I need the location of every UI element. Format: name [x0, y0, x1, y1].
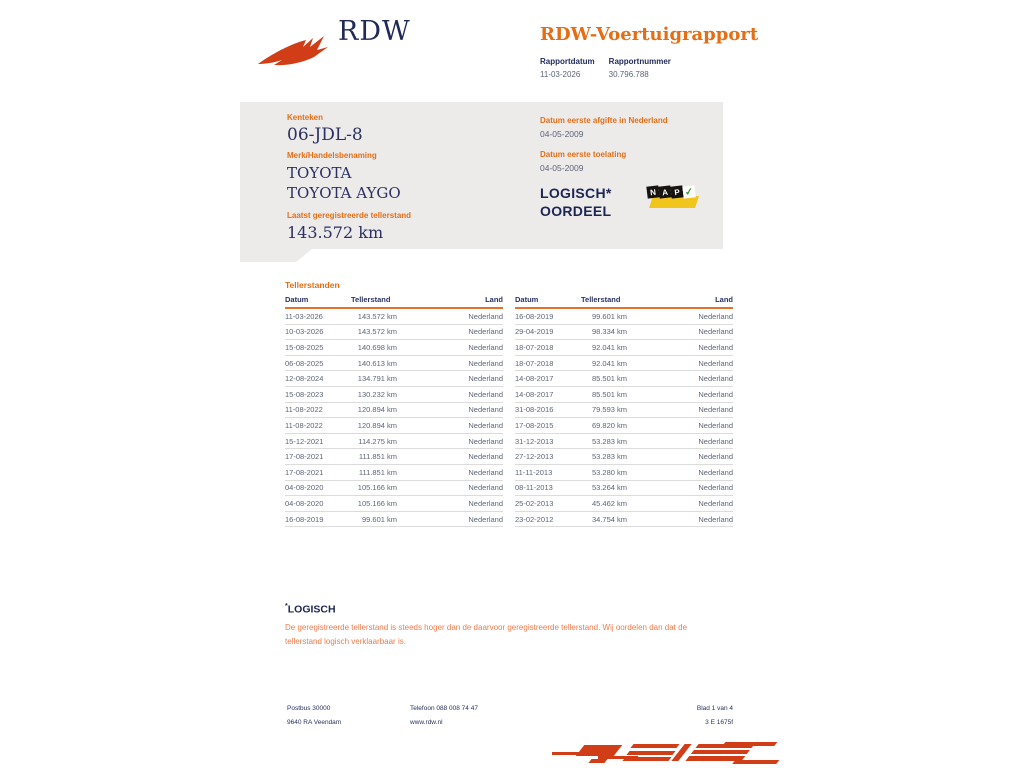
row-date: 25-02-2013 [515, 498, 554, 508]
report-date-block [540, 57, 595, 79]
table-header [285, 295, 503, 309]
row-odometer: 143.572 km [357, 311, 397, 321]
table-row [285, 387, 503, 403]
row-date: 11-08-2022 [285, 405, 323, 415]
row-odometer: 85.501 km [591, 374, 627, 384]
footer-phone: Telefoon 088 008 74 47 [410, 705, 478, 712]
footer-address-line1: Postbus 30000 [287, 705, 331, 712]
row-country: Nederland [698, 483, 733, 493]
row-country: Nederland [468, 358, 503, 368]
row-odometer: 85.501 km [591, 389, 627, 399]
table-row [515, 403, 733, 419]
footnote-title: *LOGISCH [285, 603, 336, 616]
table-row [515, 387, 733, 403]
row-country: Nederland [468, 389, 503, 399]
table-row [515, 512, 733, 528]
merk-value: TOYOTA TOYOTA AYGO [287, 164, 401, 202]
nap-check-icon: ✓ [684, 186, 694, 198]
row-country: Nederland [468, 467, 503, 477]
row-country: Nederland [468, 420, 503, 430]
row-odometer: 140.613 km [357, 358, 397, 368]
table-row [285, 418, 503, 434]
row-date: 14-08-2017 [515, 374, 554, 384]
row-country: Nederland [468, 311, 503, 321]
rdw-wing-logo-icon [256, 24, 336, 70]
row-odometer: 53.283 km [591, 436, 627, 446]
eerste-afgifte-value: 04-05-2009 [540, 129, 584, 139]
website-link[interactable]: www.rdw.nl [410, 719, 443, 726]
table-row [515, 481, 733, 497]
col-land: Land [715, 295, 733, 304]
report-number-label: Rapportnummer [608, 57, 671, 66]
row-date: 31-08-2016 [515, 405, 554, 415]
table-row [285, 512, 503, 528]
row-odometer: 114.275 km [358, 436, 397, 446]
row-country: Nederland [698, 498, 733, 508]
row-date: 11-11-2013 [515, 467, 553, 477]
row-country: Nederland [468, 405, 503, 415]
row-date: 16-08-2019 [285, 514, 324, 524]
table-header [515, 295, 733, 309]
row-odometer: 140.698 km [357, 342, 397, 352]
row-odometer: 53.283 km [591, 452, 627, 462]
table-row [515, 356, 733, 372]
kenteken-label: Kenteken [287, 113, 324, 122]
row-country: Nederland [698, 514, 733, 524]
row-date: 15-12-2021 [285, 436, 324, 446]
row-odometer: 69.820 km [591, 420, 627, 430]
footnote-text: De geregistreerde tellerstand is steeds hoger dan de daarvoor geregistreerde tellerstand. Wij oordelen dan dat de tellerstand logisch verklaarbaar is. [285, 622, 688, 646]
odometer-table-left [285, 295, 503, 527]
panel-tail-shape [240, 249, 312, 262]
nap-letter-p: P [670, 185, 683, 198]
row-date: 17-08-2015 [515, 420, 554, 430]
row-date: 23-02-2012 [515, 514, 554, 524]
nap-logo [647, 185, 701, 212]
nap-letter-n: N [646, 185, 659, 198]
row-odometer: 98.334 km [591, 327, 627, 337]
oordeel-text: LOGISCH* OORDEEL [540, 185, 612, 219]
table-row [285, 403, 503, 419]
footer-page-number: Blad 1 van 4 [696, 705, 733, 712]
table-row [515, 496, 733, 512]
footer-address-line2: 9640 RA Veendam [287, 719, 342, 726]
row-country: Nederland [698, 311, 733, 321]
row-odometer: 105.166 km [357, 483, 397, 493]
row-date: 17-08-2021 [285, 452, 324, 462]
col-datum: Datum [285, 295, 309, 304]
tellerstanden-section [285, 280, 733, 527]
row-date: 17-08-2021 [285, 467, 324, 477]
tellerstanden-title: Tellerstanden [285, 280, 340, 290]
row-date: 04-08-2020 [285, 483, 324, 493]
table-row [285, 434, 503, 450]
eerste-toelating-label: Datum eerste toelating [540, 150, 627, 159]
table-row [515, 325, 733, 341]
col-datum: Datum [515, 295, 539, 304]
row-country: Nederland [468, 498, 503, 508]
table-row [515, 371, 733, 387]
row-country: Nederland [698, 420, 733, 430]
row-country: Nederland [698, 374, 733, 384]
table-row [515, 309, 733, 325]
col-land: Land [485, 295, 503, 304]
row-date: 06-08-2025 [285, 358, 324, 368]
row-date: 18-07-2018 [515, 342, 554, 352]
footer-website [410, 716, 478, 730]
table-row [515, 340, 733, 356]
row-date: 10-03-2026 [285, 327, 324, 337]
row-odometer: 34.754 km [591, 514, 627, 524]
footer-page-info [600, 702, 733, 730]
row-odometer: 120.894 km [357, 405, 397, 415]
table-row [285, 309, 503, 325]
row-country: Nederland [698, 358, 733, 368]
row-country: Nederland [698, 342, 733, 352]
row-odometer: 92.041 km [591, 358, 627, 368]
row-country: Nederland [468, 452, 503, 462]
row-country: Nederland [698, 436, 733, 446]
tellerstand-value: 143.572 km [287, 223, 384, 242]
footer-contact [410, 702, 478, 730]
row-country: Nederland [698, 327, 733, 337]
table-row [285, 340, 503, 356]
row-date: 11-08-2022 [285, 420, 323, 430]
nap-letter-a: A [658, 185, 671, 198]
col-tellerstand: Tellerstand [351, 295, 391, 304]
row-odometer: 120.894 km [357, 420, 397, 430]
row-odometer: 92.041 km [591, 342, 627, 352]
row-country: Nederland [468, 374, 503, 384]
row-odometer: 99.601 km [361, 514, 397, 524]
row-odometer: 99.601 km [591, 311, 627, 321]
footer-doc-code: 3 E 1675f [705, 719, 733, 726]
logisch-footnote [285, 603, 715, 650]
table-body-left [285, 309, 503, 527]
row-odometer: 130.232 km [357, 389, 397, 399]
table-row [285, 325, 503, 341]
report-meta [540, 57, 671, 79]
row-date: 31-12-2013 [515, 436, 554, 446]
row-odometer: 111.851 km [358, 467, 397, 477]
eerste-afgifte-label: Datum eerste afgifte in Nederland [540, 116, 668, 125]
report-number-block [609, 57, 671, 79]
row-country: Nederland [468, 342, 503, 352]
table-row [515, 465, 733, 481]
row-date: 15-08-2025 [285, 342, 324, 352]
table-row [515, 434, 733, 450]
table-row [515, 449, 733, 465]
table-row [285, 481, 503, 497]
row-odometer: 53.280 km [591, 467, 627, 477]
row-country: Nederland [698, 389, 733, 399]
row-country: Nederland [468, 483, 503, 493]
kenteken-value: 06-JDL-8 [287, 125, 363, 145]
row-odometer: 45.462 km [591, 498, 627, 508]
row-date: 12-08-2024 [285, 374, 324, 384]
row-country: Nederland [698, 405, 733, 415]
row-date: 27-12-2013 [515, 452, 554, 462]
table-row [285, 449, 503, 465]
report-number-value: 30.796.788 [608, 70, 649, 79]
row-date: 14-08-2017 [515, 389, 554, 399]
table-row [285, 371, 503, 387]
table-body-right [515, 309, 733, 527]
col-tellerstand: Tellerstand [581, 295, 621, 304]
table-row [285, 496, 503, 512]
row-date: 16-08-2019 [515, 311, 554, 321]
row-odometer: 105.166 km [357, 498, 397, 508]
row-date: 08-11-2013 [515, 483, 553, 493]
row-date: 18-07-2018 [515, 358, 554, 368]
table-row [515, 418, 733, 434]
row-date: 15-08-2023 [285, 389, 324, 399]
row-country: Nederland [468, 436, 503, 446]
footer-address [287, 702, 341, 730]
row-odometer: 111.851 km [358, 452, 397, 462]
table-row [285, 465, 503, 481]
row-date: 04-08-2020 [285, 498, 324, 508]
merk-label: Merk/Handelsbenaming [287, 151, 377, 160]
report-date-value: 11-03-2026 [540, 70, 581, 79]
report-date-label: Rapportdatum [540, 57, 595, 66]
row-odometer: 53.264 km [591, 483, 627, 493]
rdw-logo-text: RDW [338, 16, 411, 47]
vehicle-summary-panel [240, 102, 723, 249]
row-odometer: 134.791 km [357, 374, 397, 384]
speed-stripes-graphic [552, 742, 787, 766]
row-country: Nederland [698, 452, 733, 462]
vehicle-panel-left-column [287, 113, 487, 242]
page-title: RDW-Voertuigrapport [540, 24, 759, 45]
row-country: Nederland [468, 327, 503, 337]
table-row [285, 356, 503, 372]
row-date: 11-03-2026 [285, 311, 323, 321]
row-country: Nederland [698, 467, 733, 477]
row-date: 29-04-2019 [515, 327, 554, 337]
eerste-toelating-value: 04-05-2009 [540, 163, 584, 173]
row-odometer: 79.593 km [591, 405, 627, 415]
odometer-table-right [515, 295, 733, 527]
tellerstand-label: Laatst geregistreerde tellerstand [287, 211, 412, 220]
row-country: Nederland [468, 514, 503, 524]
row-odometer: 143.572 km [357, 327, 397, 337]
